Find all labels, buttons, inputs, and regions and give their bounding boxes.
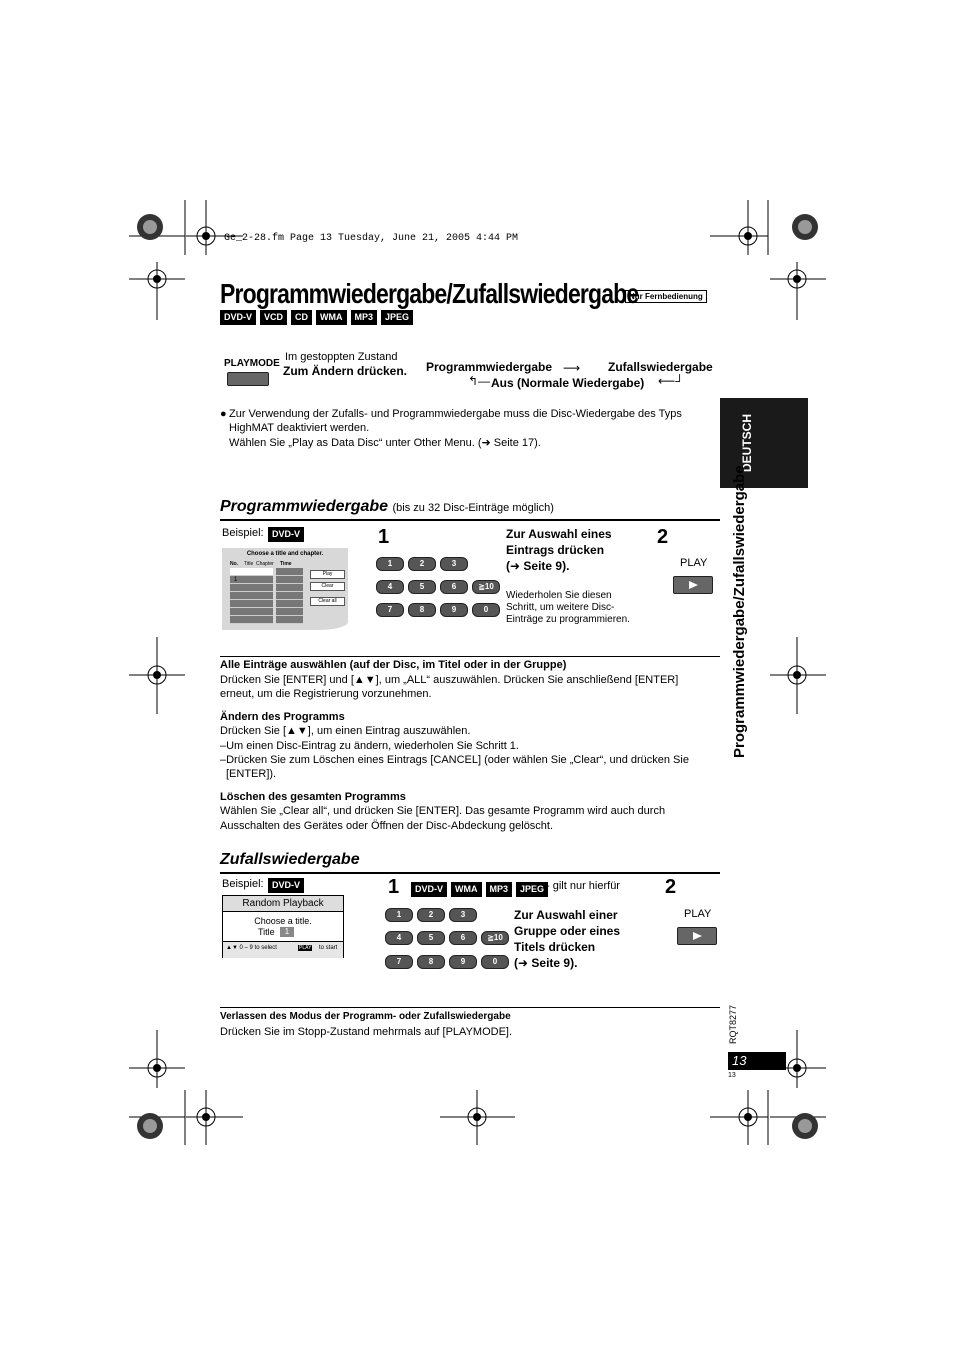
random-screen-start: to start <box>319 945 338 951</box>
key-3[interactable]: 3 <box>449 908 477 922</box>
key-1[interactable]: 1 <box>376 557 404 571</box>
random-example-label: Beispiel: <box>222 878 264 890</box>
select-all-line2: erneut, um die Registrierung vorzunehmen. <box>220 688 432 700</box>
playmode-instruction: Zum Ändern drücken. <box>283 364 408 378</box>
random-screen-hint: ▲▼ 0 – 9 to select <box>226 945 277 951</box>
program-heading: Programmwiedergabe <box>220 498 389 515</box>
note-line3: Wählen Sie „Play as Data Disc“ unter Other Menu. (➜ Seite 17). <box>229 437 541 449</box>
key-5[interactable]: 5 <box>417 931 445 945</box>
key-1[interactable]: 1 <box>385 908 413 922</box>
random-text-a: Zur Auswahl einer <box>514 908 618 922</box>
key-4[interactable]: 4 <box>376 580 404 594</box>
language-label: DEUTSCH <box>740 413 754 472</box>
key-8[interactable]: 8 <box>408 603 436 617</box>
disc-tag: MP3 <box>351 310 378 325</box>
disc-tags <box>220 307 417 325</box>
key-3[interactable]: 3 <box>440 557 468 571</box>
random-play-label: PLAY <box>684 908 712 920</box>
change-line4: [ENTER]). <box>226 768 277 780</box>
program-screen <box>222 548 348 630</box>
change-line1: Drücken Sie [▲▼], um einen Eintrag auszuwählen. <box>220 725 471 737</box>
random-step-1-number: 1 <box>388 876 400 898</box>
program-example-tag: DVD-V <box>268 527 304 542</box>
select-all-line1: Drücken Sie [ENTER] und [▲▼], um „ALL“ auszuwählen. Drücken Sie anschließend [ENTER] <box>220 674 679 686</box>
step-1-text-c: (➜ Seite 9). <box>506 559 570 573</box>
delete-line1: Wählen Sie „Clear all“, und drücken Sie [ENTER]. Das gesamte Programm wird auch durch <box>220 805 666 817</box>
col-title: Title <box>244 561 254 567</box>
program-heading-row <box>220 498 554 516</box>
page-number-small: 13 <box>728 1072 736 1079</box>
repeat-text-a: Wiederholen Sie diesen <box>506 590 612 601</box>
random-text-c: Titels drücken <box>514 940 596 954</box>
playmode-condition: Im gestoppten Zustand <box>285 351 398 363</box>
random-play-button[interactable] <box>677 927 717 945</box>
remote-only-badge: Nur Fernbedienung <box>625 290 707 303</box>
random-tags <box>411 879 552 897</box>
key-6[interactable]: 6 <box>449 931 477 945</box>
random-screen-title: Random Playback <box>223 896 343 912</box>
clear-option[interactable]: Clear <box>310 582 345 591</box>
note-line2: HighMAT deaktiviert werden. <box>229 422 370 434</box>
step-1-number: 1 <box>378 526 390 548</box>
random-heading: Zufallswiedergabe <box>220 851 360 868</box>
repeat-text-c: Einträge zu programmieren. <box>506 614 630 625</box>
random-screen-line2: Title <box>258 927 275 937</box>
page-number: 13 <box>732 1053 747 1068</box>
key-9[interactable]: 9 <box>449 955 477 969</box>
key-5[interactable]: 5 <box>408 580 436 594</box>
playmode-button[interactable] <box>227 372 269 386</box>
random-text-d: (➜ Seite 9). <box>514 956 578 970</box>
flow-random: Zufallswiedergabe <box>608 360 713 374</box>
program-example-label: Beispiel: <box>222 527 264 539</box>
play-label: PLAY <box>680 557 708 569</box>
key-0[interactable]: 0 <box>481 955 509 969</box>
change-line3: –Drücken Sie zum Löschen eines Eintrags [CANCEL] (oder wählen Sie „Clear“, und drücken Sie <box>220 754 689 766</box>
bullet-icon: ● <box>220 408 227 420</box>
change-line2: –Um einen Disc-Eintrag zu ändern, wiederholen Sie Schritt 1. <box>220 740 519 752</box>
note-line1: Zur Verwendung der Zufalls- und Programmwiedergabe muss die Disc-Wiedergabe des Typs <box>229 408 682 420</box>
col-no: No. <box>230 561 239 567</box>
disc-tag: CD <box>291 310 312 325</box>
playmode-label: PLAYMODE <box>224 358 280 369</box>
divider <box>220 872 720 874</box>
disc-tag: MP3 <box>486 882 513 897</box>
key-2[interactable]: 2 <box>417 908 445 922</box>
entry-row: 1 <box>230 568 273 575</box>
change-heading: Ändern des Programms <box>220 711 345 723</box>
flow-arrow-icon: ⟶ <box>563 361 581 375</box>
col-chapter: Chapter <box>256 561 274 567</box>
title-value-field[interactable]: 1 <box>280 927 294 937</box>
flow-off: Aus (Normale Wiedergabe) <box>491 376 645 390</box>
program-heading-note: (bis zu 32 Disc-Einträge möglich) <box>392 502 554 514</box>
key-0[interactable]: 0 <box>472 603 500 617</box>
key-7[interactable]: 7 <box>376 603 404 617</box>
disc-tag: JPEG <box>516 882 548 897</box>
key-9[interactable]: 9 <box>440 603 468 617</box>
key-4[interactable]: 4 <box>385 931 413 945</box>
delete-line2: Ausschalten des Gerätes oder Öffnen der Disc-Abdeckung gelöscht. <box>220 820 554 832</box>
col-time: Time <box>280 561 292 567</box>
play-option[interactable]: Play <box>310 570 345 579</box>
repeat-text-b: Schritt, um weitere Disc- <box>506 602 615 613</box>
key-10-plus[interactable]: ≧10 <box>472 580 500 594</box>
print-header: Ge_2-28.fm Page 13 Tuesday, June 21, 2005 4:44 PM <box>224 233 519 244</box>
disc-tag: DVD-V <box>220 310 256 325</box>
disc-tag: VCD <box>260 310 287 325</box>
key-6[interactable]: 6 <box>440 580 468 594</box>
screen-title: Choose a title and chapter. <box>246 551 324 557</box>
exit-line1: Drücken Sie im Stopp-Zustand mehrmals auf [PLAYMODE]. <box>220 1026 513 1038</box>
divider <box>220 1007 720 1008</box>
time-list <box>276 568 303 624</box>
random-screen-play: PLAY <box>299 945 312 951</box>
disc-tag: WMA <box>316 310 347 325</box>
disc-tag: JPEG <box>381 310 413 325</box>
key-7[interactable]: 7 <box>385 955 413 969</box>
random-step-2-number: 2 <box>665 876 677 898</box>
flow-back-icon: ⟵┘ <box>658 374 684 388</box>
page-title: Programmwiedergabe/Zufallswiedergabe <box>220 278 639 309</box>
random-screen <box>222 895 344 958</box>
disc-tag: WMA <box>451 882 482 897</box>
select-all-heading: Alle Einträge auswählen (auf der Disc, im Titel oder in der Gruppe) <box>220 659 567 671</box>
play-button[interactable] <box>673 576 713 594</box>
key-2[interactable]: 2 <box>408 557 436 571</box>
step-2-number: 2 <box>657 526 669 548</box>
step-1-text-a: Zur Auswahl eines <box>506 527 612 541</box>
applies-note: - gilt nur hierfür <box>546 880 620 892</box>
random-text-b: Gruppe oder eines <box>514 924 621 938</box>
divider <box>220 519 720 521</box>
side-title: Programmwiedergabe/Zufallswiedergabe <box>731 465 748 758</box>
step-1-text-b: Eintrags drücken <box>506 543 605 557</box>
flow-program: Programmwiedergabe <box>426 360 553 374</box>
disc-tag: DVD-V <box>411 882 447 897</box>
key-8[interactable]: 8 <box>417 955 445 969</box>
key-10-plus[interactable]: ≧10 <box>481 931 509 945</box>
random-example-tag: DVD-V <box>268 878 304 893</box>
doc-code: RQT8277 <box>728 1004 738 1044</box>
clear-all-option[interactable]: Clear all <box>310 597 345 606</box>
delete-heading: Löschen des gesamten Programms <box>220 791 406 803</box>
flow-return-icon: ↰— <box>468 374 491 388</box>
random-screen-line1: Choose a title. <box>254 916 312 926</box>
divider <box>220 656 720 657</box>
exit-heading: Verlassen des Modus der Programm- oder Zufallswiedergabe <box>220 1011 511 1022</box>
